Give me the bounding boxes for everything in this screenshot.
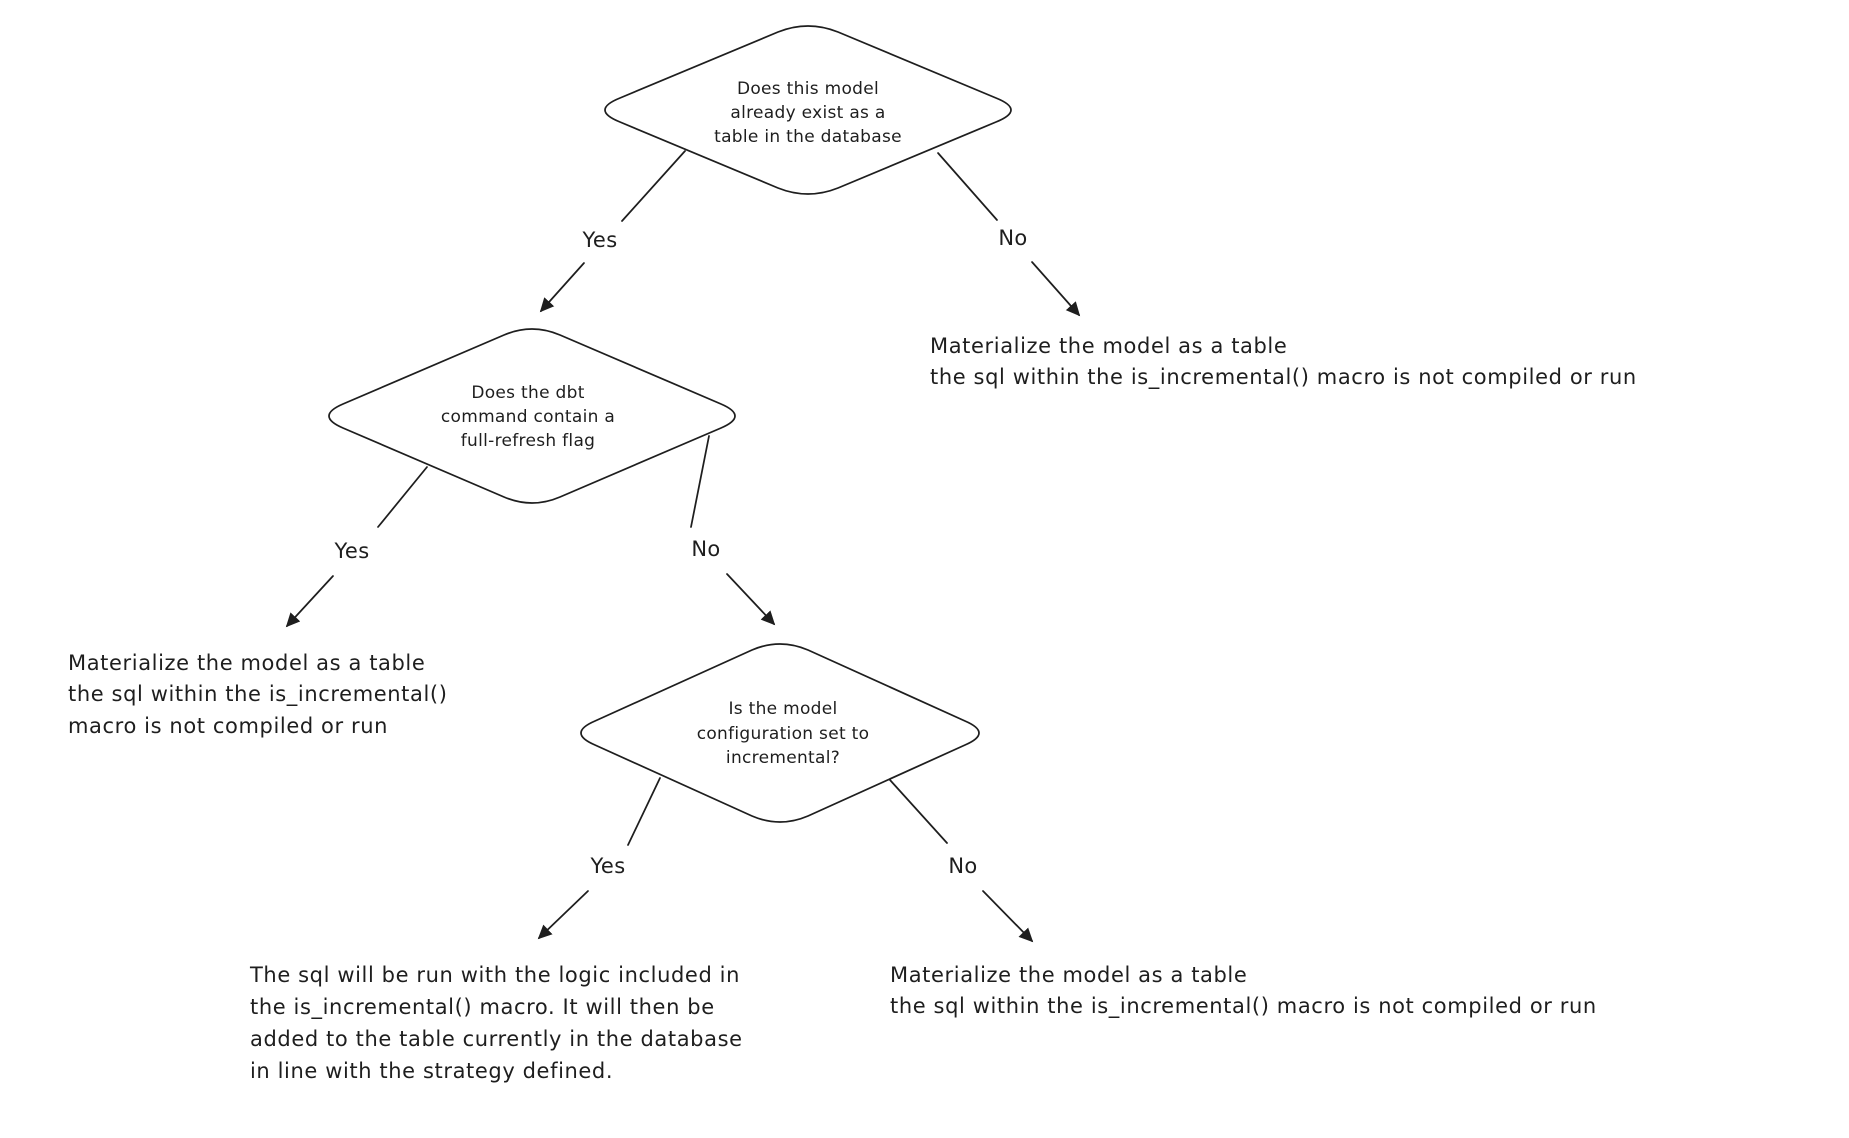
edge-full-refresh-yes-arrow [287, 576, 333, 626]
edge-incremental-no-line [890, 780, 947, 843]
outcome-line: the is_incremental() macro. It will then be [250, 995, 715, 1019]
outcome-line: Materialize the model as a table [68, 651, 426, 675]
edge-incremental-yes-line [628, 778, 660, 845]
outcome-line: the sql within the is_incremental() macro is not compiled or run [930, 365, 1637, 389]
edge-label-incremental-yes: Yes [590, 854, 626, 878]
decision-node-full-refresh-label-line: Does the dbt [471, 383, 585, 403]
decision-node-model-exists-label-line: already exist as a [730, 103, 886, 123]
edge-full-refresh-no-arrow [727, 574, 774, 624]
edge-label-model-exists-no: No [998, 226, 1028, 250]
outcome-line: the sql within the is_incremental() [68, 682, 448, 706]
outcome-text-incremental-run [249, 963, 743, 1083]
outcome-line: macro is not compiled or run [68, 714, 389, 738]
outcome-line: in line with the strategy defined. [250, 1059, 614, 1083]
edge-incremental-yes-arrow [539, 891, 588, 938]
outcome-line: Materialize the model as a table [890, 963, 1248, 987]
decision-node-model-exists-label-line: table in the database [714, 127, 902, 147]
edge-model-exists-no-line [938, 153, 997, 220]
decision-node-full-refresh-label-line: command contain a [440, 407, 616, 427]
outcome-text-not-incremental [890, 963, 1597, 1019]
edge-model-exists-yes-arrow [541, 263, 584, 311]
outcome-line: added to the table currently in the database [250, 1027, 743, 1051]
decision-node-incremental-config-label-line: configuration set to [696, 724, 870, 744]
edge-model-exists-no-arrow [1032, 262, 1079, 315]
edge-label-full-refresh-no: No [691, 537, 721, 561]
edge-incremental-no-arrow [983, 891, 1032, 941]
decision-node-incremental-config-label-line: incremental? [725, 748, 841, 768]
decision-node-model-exists-label-line: Does this model [736, 79, 880, 99]
outcome-text-not-in-database [930, 334, 1637, 390]
outcome-text-full-refresh [68, 651, 448, 738]
edge-model-exists-yes-line [622, 151, 685, 221]
edge-full-refresh-yes-line [378, 467, 427, 527]
edge-full-refresh-no-line [691, 436, 709, 527]
edge-label-full-refresh-yes: Yes [334, 539, 370, 563]
outcome-line: The sql will be run with the logic included in [250, 963, 740, 987]
decision-node-full-refresh-label-line: full-refresh flag [460, 431, 596, 451]
edge-label-model-exists-yes: Yes [582, 228, 618, 252]
outcome-line: the sql within the is_incremental() macro is not compiled or run [890, 994, 1597, 1018]
decision-node-incremental-config-label-line: Is the model [728, 699, 838, 719]
outcome-line: Materialize the model as a table [930, 334, 1288, 358]
edge-label-incremental-no: No [948, 854, 978, 878]
